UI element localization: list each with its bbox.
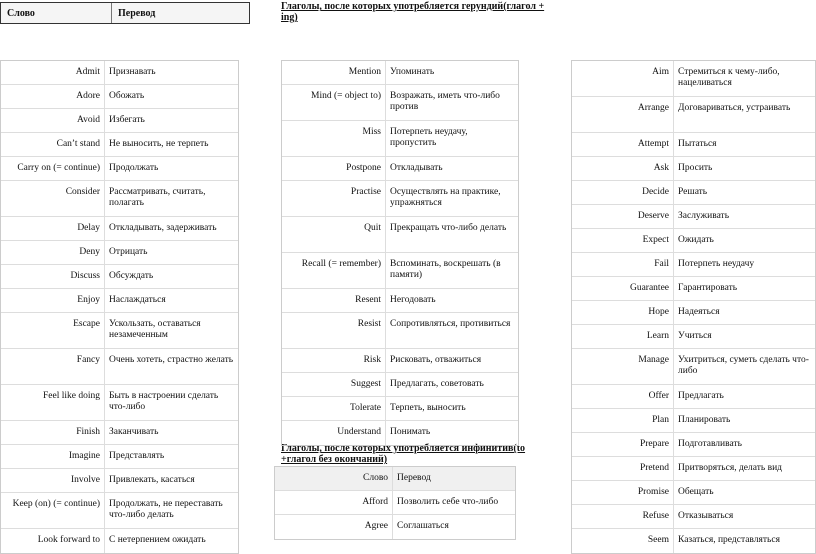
russian-translation: Не выносить, не терпеть [109, 139, 209, 149]
english-verb: Ask [572, 157, 674, 180]
russian-translation: Прекращать что-либо делать [390, 223, 507, 233]
russian-translation: Обожать [109, 91, 145, 101]
english-verb: Adore [1, 85, 105, 108]
vocab-row [572, 349, 815, 385]
russian-translation: Надеяться [678, 307, 720, 317]
header-word: Слово [1, 3, 112, 23]
gerund-title: Глаголы, после которых употребляется герундий(глагол + ing) [281, 1, 545, 23]
russian-translation: Терпеть, выносить [390, 403, 466, 413]
english-verb: Afford [275, 491, 393, 514]
vocab-row [572, 229, 815, 253]
russian-translation: Учиться [678, 331, 712, 341]
gerund-table-1 [0, 60, 239, 554]
vocab-row [572, 133, 815, 157]
vocab-header [0, 2, 250, 24]
vocab-row [282, 373, 518, 397]
english-verb: Prepare [572, 433, 674, 456]
russian-translation: Продолжать, не переставать что-либо делать [109, 499, 223, 520]
english-verb: Keep (on) (= continue) [1, 493, 105, 528]
english-verb: Guarantee [572, 277, 674, 300]
vocab-row [572, 253, 815, 277]
vocab-row [1, 61, 238, 85]
vocab-row [572, 409, 815, 433]
vocab-row [275, 467, 515, 491]
vocab-row [1, 133, 238, 157]
vocab-row [572, 301, 815, 325]
vocab-row [1, 181, 238, 217]
vocab-row [282, 85, 518, 121]
russian-translation: Заслуживать [678, 211, 730, 221]
russian-translation: Ускользать, оставаться незамеченным [109, 319, 201, 340]
vocab-row [1, 217, 238, 241]
english-verb: Tolerate [282, 397, 386, 420]
vocab-row [572, 205, 815, 229]
russian-translation: Привлекать, касаться [109, 475, 195, 485]
russian-translation: С нетерпением ожидать [109, 535, 206, 545]
english-verb: Consider [1, 181, 105, 216]
vocab-row [1, 289, 238, 313]
vocab-row [282, 421, 518, 445]
russian-translation: Казаться, представляться [678, 535, 780, 545]
gerund-table-2 [281, 60, 519, 446]
english-verb: Understand [282, 421, 386, 445]
russian-translation: Продолжать [109, 163, 159, 173]
header-translation: Перевод [118, 7, 156, 19]
vocab-row [1, 109, 238, 133]
vocab-row [282, 253, 518, 289]
russian-translation: Гарантировать [678, 283, 738, 293]
vocab-row [282, 217, 518, 253]
vocab-row [282, 397, 518, 421]
english-verb: Practise [282, 181, 386, 216]
english-verb: Aim [572, 61, 674, 96]
russian-translation: Обсуждать [109, 271, 154, 281]
english-verb: Recall (= remember) [282, 253, 386, 288]
russian-translation: Откладывать [390, 163, 443, 173]
vocab-row [572, 385, 815, 409]
vocab-row [572, 61, 815, 97]
english-verb: Carry on (= continue) [1, 157, 105, 180]
vocab-row [572, 457, 815, 481]
vocab-row [572, 325, 815, 349]
english-verb: Promise [572, 481, 674, 504]
vocab-row [275, 491, 515, 515]
vocab-row [572, 505, 815, 529]
russian-translation: Ожидать [678, 235, 714, 245]
vocab-row [282, 313, 518, 349]
russian-translation: Потерпеть неудачу, пропустить [390, 127, 468, 148]
english-verb: Decide [572, 181, 674, 204]
english-verb: Avoid [1, 109, 105, 132]
russian-translation: Быть в настроении сделать что-либо [109, 391, 219, 412]
english-verb: Agree [275, 515, 393, 539]
english-verb: Manage [572, 349, 674, 384]
russian-translation: Рисковать, отважиться [390, 355, 482, 365]
russian-translation: Отказываться [678, 511, 734, 521]
vocab-row [572, 529, 815, 553]
english-verb: Mention [282, 61, 386, 84]
english-verb: Expect [572, 229, 674, 252]
russian-translation: Просить [678, 163, 713, 173]
russian-translation: Предлагать, советовать [390, 379, 484, 389]
russian-translation: Признавать [109, 67, 156, 77]
vocab-row [1, 529, 238, 553]
vocab-row [282, 61, 518, 85]
russian-translation: Избегать [109, 115, 145, 125]
english-verb: Discuss [1, 265, 105, 288]
russian-translation: Договариваться, устраивать [678, 103, 791, 113]
vocab-row [1, 493, 238, 529]
vocab-row [572, 157, 815, 181]
russian-translation: Обещать [678, 487, 714, 497]
english-verb: Fancy [1, 349, 105, 384]
vocab-row [282, 181, 518, 217]
vocab-row [572, 97, 815, 133]
vocab-row [282, 289, 518, 313]
russian-translation: Предлагать [678, 391, 724, 401]
english-verb: Look forward to [1, 529, 105, 553]
english-verb: Offer [572, 385, 674, 408]
vocab-row [572, 433, 815, 457]
vocab-row [1, 241, 238, 265]
russian-translation: Перевод [397, 473, 431, 483]
vocab-row [282, 349, 518, 373]
english-verb: Finish [1, 421, 105, 444]
russian-translation: Заканчивать [109, 427, 159, 437]
english-verb: Pretend [572, 457, 674, 480]
english-verb: Postpone [282, 157, 386, 180]
english-verb: Fail [572, 253, 674, 276]
english-verb: Can’t stand [1, 133, 105, 156]
russian-translation: Подготавливать [678, 439, 742, 449]
english-verb: Plan [572, 409, 674, 432]
english-verb: Admit [1, 61, 105, 84]
russian-translation: Очень хотеть, страстно желать [109, 355, 234, 365]
vocab-row [1, 265, 238, 289]
vocab-row [1, 445, 238, 469]
english-verb: Enjoy [1, 289, 105, 312]
vocab-row [1, 385, 238, 421]
russian-translation: Рассматривать, считать, полагать [109, 187, 206, 208]
russian-translation: Упоминать [390, 67, 435, 77]
russian-translation: Отрицать [109, 247, 148, 257]
russian-translation: Наслаждаться [109, 295, 166, 305]
english-verb: Hope [572, 301, 674, 324]
english-verb: Quit [282, 217, 386, 252]
english-verb: Deserve [572, 205, 674, 228]
english-verb: Escape [1, 313, 105, 348]
english-verb: Feel like doing [1, 385, 105, 420]
english-verb: Suggest [282, 373, 386, 396]
vocab-row [1, 421, 238, 445]
english-verb: Deny [1, 241, 105, 264]
vocab-row [282, 157, 518, 181]
english-verb: Refuse [572, 505, 674, 528]
infinitive-title: Глаголы, после которых употребляется инфинитив(to +глагол без окончаний) [281, 443, 526, 465]
russian-translation: Откладывать, задерживать [109, 223, 217, 233]
russian-translation: Ухитриться, суметь сделать что-либо [678, 355, 809, 376]
vocab-row [1, 85, 238, 109]
vocab-row [1, 313, 238, 349]
english-verb: Seem [572, 529, 674, 553]
english-verb: Miss [282, 121, 386, 156]
english-verb: Delay [1, 217, 105, 240]
russian-translation: Негодовать [390, 295, 436, 305]
vocab-row [1, 469, 238, 493]
english-verb: Imagine [1, 445, 105, 468]
english-verb: Resist [282, 313, 386, 348]
russian-translation: Осуществлять на практике, упражняться [390, 187, 501, 208]
english-verb: Arrange [572, 97, 674, 132]
infinitive-table-2 [571, 60, 816, 554]
russian-translation: Сопротивляться, противиться [390, 319, 511, 329]
vocab-row [282, 121, 518, 157]
russian-translation: Позволить себе что-либо [397, 497, 499, 507]
infinitive-table-1 [274, 466, 516, 540]
english-verb: Resent [282, 289, 386, 312]
russian-translation: Вспоминать, воскрешать (в памяти) [390, 259, 501, 280]
vocab-row [1, 157, 238, 181]
russian-translation: Возражать, иметь что-либо против [390, 91, 500, 112]
vocab-row [572, 277, 815, 301]
english-verb: Involve [1, 469, 105, 492]
russian-translation: Представлять [109, 451, 165, 461]
russian-translation: Планировать [678, 415, 731, 425]
russian-translation: Решать [678, 187, 708, 197]
english-verb: Risk [282, 349, 386, 372]
vocab-row [275, 515, 515, 539]
vocab-row [572, 481, 815, 505]
russian-translation: Стремиться к чему-либо, нацеливаться [678, 67, 780, 88]
english-verb: Слово [275, 467, 393, 490]
russian-translation: Понимать [390, 427, 431, 437]
english-verb: Learn [572, 325, 674, 348]
vocab-row [1, 349, 238, 385]
vocab-row [572, 181, 815, 205]
english-verb: Attempt [572, 133, 674, 156]
english-verb: Mind (= object to) [282, 85, 386, 120]
russian-translation: Пытаться [678, 139, 717, 149]
russian-translation: Притворяться, делать вид [678, 463, 782, 473]
russian-translation: Соглашаться [397, 521, 449, 531]
russian-translation: Потерпеть неудачу [678, 259, 755, 269]
